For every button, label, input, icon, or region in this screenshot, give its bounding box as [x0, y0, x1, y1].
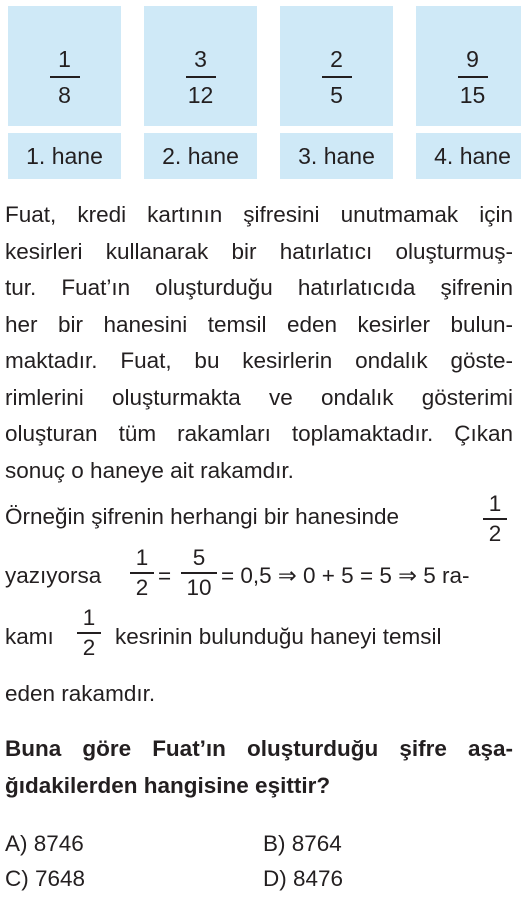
option-c[interactable]: C) 7648: [5, 866, 86, 891]
example-line-1: [5, 492, 513, 546]
fraction: [8, 46, 121, 108]
numerator: 2: [330, 46, 343, 72]
question-line: ğıdakilerden hangisine eşittir?: [5, 773, 331, 798]
example-text: yazıyorsa: [5, 563, 102, 588]
fraction: [144, 46, 257, 108]
denominator: 12: [187, 82, 214, 108]
example-text: kamı: [5, 624, 54, 649]
paragraph-line: her bir hanesini temsil eden kesirler bulun-: [5, 311, 513, 337]
card-digit-1: [8, 6, 121, 179]
example-line-4: eden rakamdır.: [5, 681, 156, 706]
option-d[interactable]: D) 8476: [263, 866, 344, 891]
paragraph-line: rimlerini oluşturmakta ve ondalık gösterimi: [5, 384, 513, 410]
example-text: = 0,5 ⇒ 0 + 5 = 5 ⇒ 5 ra-: [221, 563, 470, 588]
example-fraction: 1 2: [130, 546, 154, 600]
example-fraction: 5 10: [181, 546, 217, 600]
option-b[interactable]: B) 8764: [263, 831, 342, 856]
card-label: 4. hane: [434, 143, 511, 169]
fraction: [416, 46, 521, 108]
paragraph-line: maktadır. Fuat, bu kesirlerin ondalık göste-: [5, 348, 513, 373]
example-line-3: [5, 606, 513, 666]
paragraph-line: oluşturan tüm rakamları toplamaktadır. Çıkan: [5, 421, 513, 446]
card-label: 2. hane: [162, 143, 239, 169]
card-label: 1. hane: [26, 143, 103, 169]
numerator: 1: [58, 46, 71, 72]
numerator: 3: [194, 46, 207, 72]
problem-paragraph: [5, 197, 513, 489]
paragraph-line: Fuat, kredi kartının şifresini unutmamak için: [5, 202, 513, 227]
numerator: 9: [466, 46, 479, 72]
fraction: [280, 46, 393, 108]
example-fraction: 1 2: [77, 606, 101, 660]
question: [5, 730, 513, 804]
equals-sign: =: [158, 563, 172, 588]
paragraph-line: kesirleri kullanarak bir hatırlatıcı oluşturmuş-: [5, 238, 513, 264]
denominator: 15: [459, 82, 486, 108]
option-a[interactable]: A) 8746: [5, 831, 84, 856]
example-fraction: 1 2: [483, 492, 507, 546]
card-digit-2: [144, 6, 257, 179]
card-label: 3. hane: [298, 143, 375, 169]
example-text: Örneğin şifrenin herhangi bir hanesinde: [5, 504, 400, 529]
denominator: 8: [58, 82, 71, 108]
card-digit-4: [416, 6, 521, 179]
fraction-cards: [0, 0, 521, 182]
example-text: kesrinin bulunduğu haneyi temsil: [115, 624, 442, 649]
example-line-2: [5, 546, 513, 604]
card-digit-3: [280, 6, 393, 179]
question-line: Buna göre Fuat’ın oluşturduğu şifre aşa-: [5, 736, 513, 761]
denominator: 5: [330, 82, 343, 108]
paragraph-line: sonuç o haneye ait rakamdır.: [5, 457, 294, 483]
paragraph-line: tur. Fuat’ın oluşturduğu hatırlatıcıda şifrenin: [5, 275, 513, 300]
